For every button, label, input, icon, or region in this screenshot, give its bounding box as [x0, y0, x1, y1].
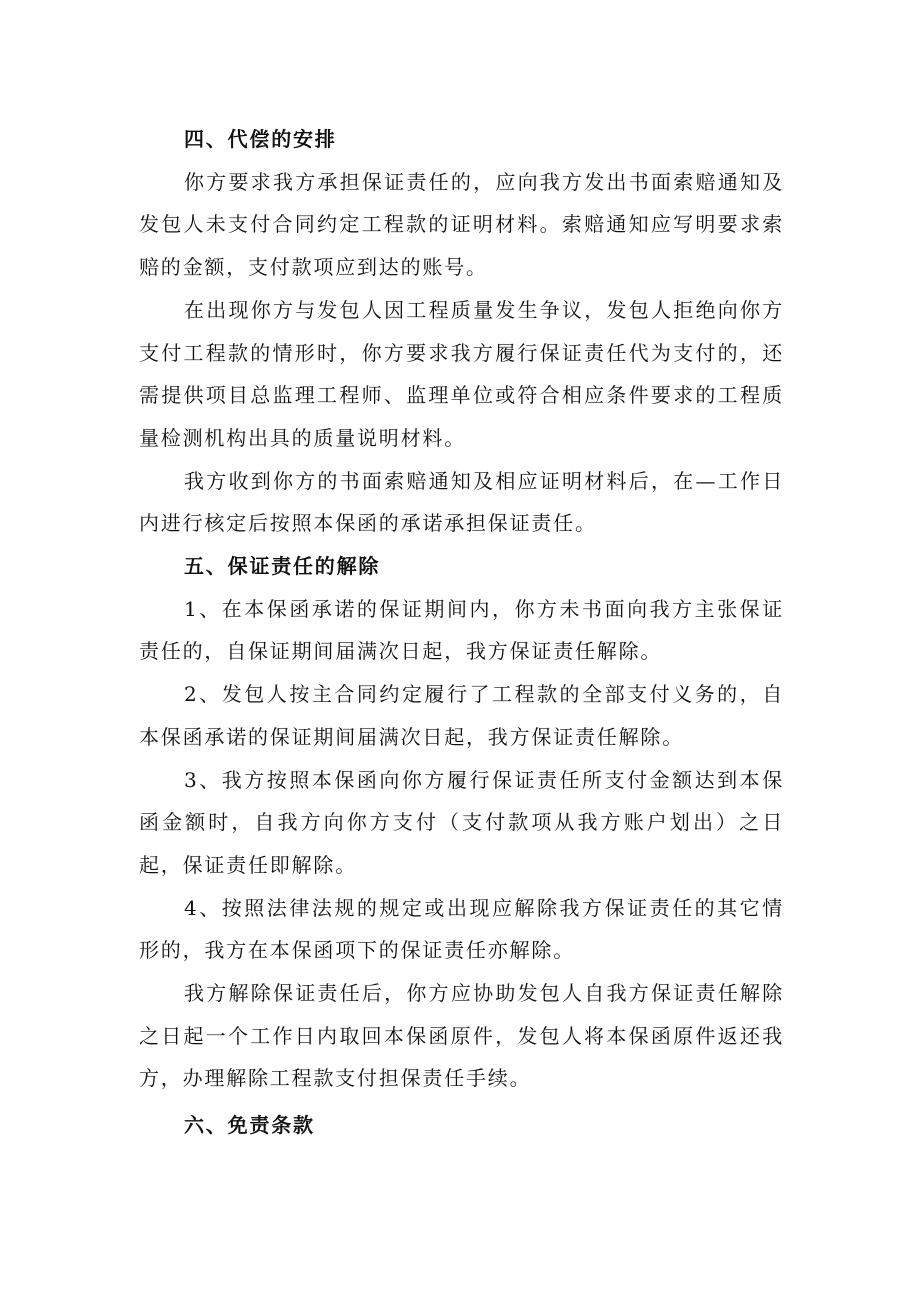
- paragraph-release-item-1: 1、在本保函承诺的保证期间内，你方未书面向我方主张保证责任的，自保证期间届满次日起，我方保证责任解除。: [139, 596, 784, 664]
- section-heading-release: 五、保证责任的解除: [184, 554, 381, 579]
- paragraph-quality-dispute: 在出现你方与发包人因工程质量发生争议，发包人拒绝向你方支付工程款的情形时，你方要求我方履行保证责任代为支付的，还需提供项目总监理工程师、监理单位或符合相应条件要求的工程质量检测机构出具的质量说明材料。: [139, 297, 784, 450]
- section-heading-exemption: 六、免责条款: [184, 1113, 315, 1138]
- paragraph-claim-notice: 你方要求我方承担保证责任的，应向我方发出书面索赔通知及发包人未支付合同约定工程款的证明材料。索赔通知应写明要求索赔的金额，支付款项应到达的账号。: [139, 169, 784, 280]
- section-heading-compensation: 四、代偿的安排: [184, 127, 337, 151]
- document-page: [139, 118, 784, 1147]
- paragraph-return-original: 我方解除保证责任后，你方应协助发包人自我方保证责任解除之日起一个工作日内取回本保函原件，发包人将本保函原件返还我方，办理解除工程款支付担保责任手续。: [139, 981, 784, 1091]
- paragraph-release-item-4: 4、按照法律法规的规定或出现应解除我方保证责任的其它情形的，我方在本保函项下的保证责任亦解除。: [139, 895, 784, 963]
- paragraph-release-item-3: 3、我方按照本保函向你方履行保证责任所支付金额达到本保函金额时，自我方向你方支付（支付款项从我方账户划出）之日起，保证责任即解除。: [139, 767, 784, 877]
- paragraph-verification: 我方收到你方的书面索赔通知及相应证明材料后，在—工作日内进行核定后按照本保函的承诺承担保证责任。: [139, 468, 784, 536]
- paragraph-release-item-2: 2、发包人按主合同约定履行了工程款的全部支付义务的，自本保函承诺的保证期间届满次日起，我方保证责任解除。: [139, 682, 784, 749]
